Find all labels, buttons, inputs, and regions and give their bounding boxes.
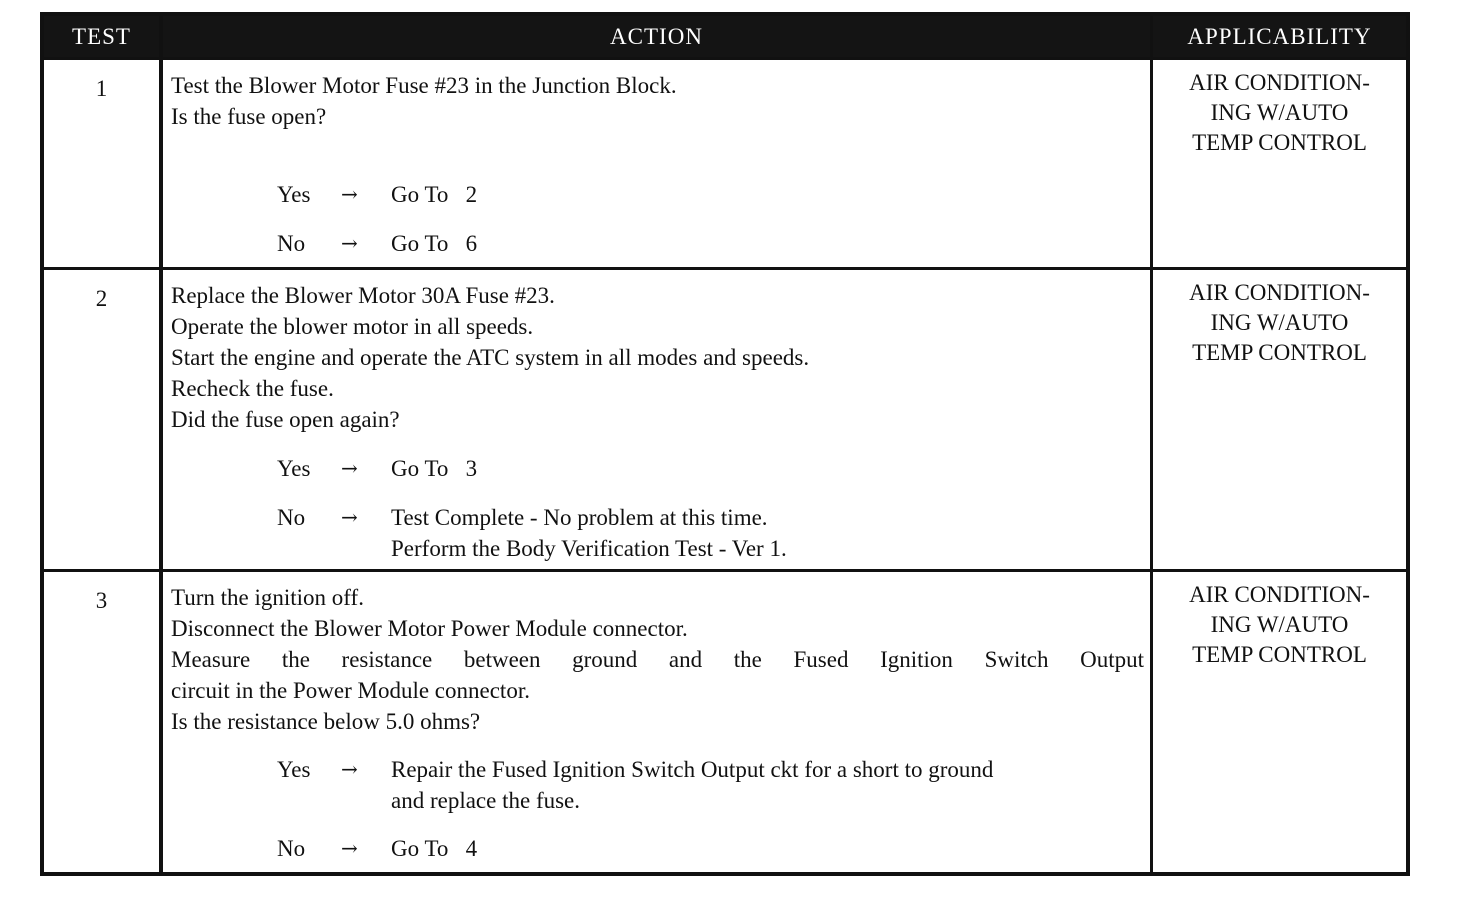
outcome-yes	[277, 453, 1144, 484]
outcome-result: Go To 3	[391, 456, 478, 481]
action-line: Turn the ignition off.	[171, 585, 364, 610]
outcome-no	[277, 833, 1144, 864]
action-line: Replace the Blower Motor 30A Fuse #23.	[171, 283, 555, 308]
outcome-yes	[277, 754, 1144, 816]
answer-label: No	[277, 836, 306, 861]
answer-label: Yes	[277, 456, 311, 481]
arrow-right-icon: →	[341, 182, 358, 206]
header-applicability: APPLICABILITY	[1153, 16, 1406, 60]
header-test: TEST	[44, 16, 163, 60]
applicability-cell-3: AIR CONDITION- ING W/AUTO TEMP CONTROL	[1189, 582, 1370, 667]
applicability-cell-2: AIR CONDITION- ING W/AUTO TEMP CONTROL	[1153, 270, 1406, 572]
arrow-right-icon: →	[341, 456, 358, 480]
action-line: Is the resistance below 5.0 ohms?	[171, 709, 481, 734]
action-cell-2	[163, 270, 1153, 572]
outcome-result: Go To 2	[391, 182, 478, 207]
arrow-right-icon: →	[341, 505, 358, 529]
answer-label: No	[277, 231, 306, 256]
action-line: circuit in the Power Module connector.	[171, 678, 530, 703]
header-action: ACTION	[163, 16, 1153, 60]
action-line: Start the engine and operate the ATC system in all modes and speeds.	[171, 345, 810, 370]
arrow-right-icon: →	[341, 836, 358, 860]
outcomes	[277, 179, 1144, 259]
action-line: Did the fuse open again?	[171, 407, 400, 432]
action-cell-1	[163, 60, 1153, 270]
outcome-result: Test Complete - No problem at this time. Perform the Body Verification Test - Ver 1.	[391, 505, 787, 561]
outcome-result: Repair the Fused Ignition Switch Output ckt for a short to ground and replace the fuse.	[391, 757, 994, 813]
action-line: Test the Blower Motor Fuse #23 in the Junction Block.	[171, 73, 677, 98]
outcome-no	[277, 502, 1144, 564]
action-line: Recheck the fuse.	[171, 376, 334, 401]
outcome-result: Go To 6	[391, 231, 478, 256]
outcome-result: Go To 4	[391, 836, 478, 861]
outcomes	[277, 754, 1144, 864]
action-line: Measure the resistance between ground and the Fused Ignition Switch Output	[171, 647, 1144, 672]
outcomes	[277, 453, 1144, 564]
answer-label: No	[277, 505, 306, 530]
arrow-right-icon: →	[341, 231, 358, 255]
test-number-3: 3	[44, 572, 163, 872]
arrow-right-icon: →	[341, 757, 358, 781]
action-cell-3	[163, 572, 1153, 872]
answer-label: Yes	[277, 757, 311, 782]
action-line: Operate the blower motor in all speeds.	[171, 314, 534, 339]
answer-label: Yes	[277, 182, 311, 207]
test-number-1: 1	[44, 60, 163, 270]
action-line: Is the fuse open?	[171, 104, 327, 129]
outcome-no	[277, 228, 1144, 259]
outcome-yes	[277, 179, 1144, 210]
diagnostic-table	[40, 12, 1410, 876]
applicability-cell-1: AIR CONDITION- ING W/AUTO TEMP CONTROL	[1153, 60, 1406, 270]
test-number-2: 2	[44, 270, 163, 572]
action-line: Disconnect the Blower Motor Power Module connector.	[171, 616, 688, 641]
